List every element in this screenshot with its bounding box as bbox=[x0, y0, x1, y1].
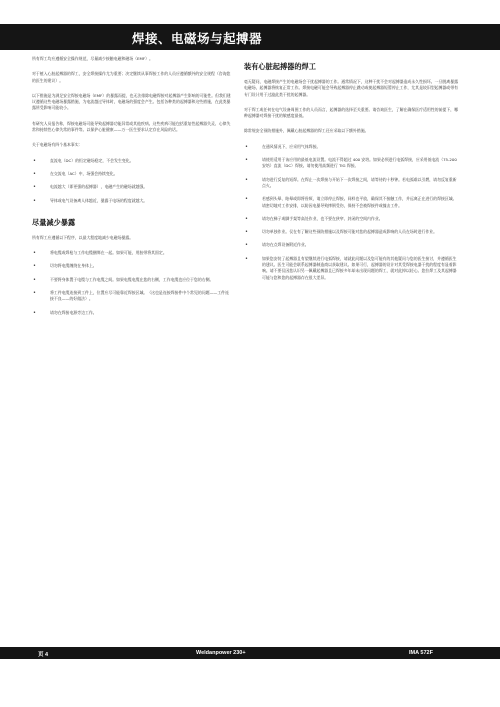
intro-paragraph: 对于植入心脏起搏器的焊工，安全焊接操作尤为重要；决定继续从事焊接工作的人员应遵循额外的安全规程（咨询您的医生的建议）。 bbox=[32, 71, 231, 83]
list-item: • 请勿在点焊设备附近作业。 bbox=[244, 242, 458, 248]
facts-intro: 关于电磁场有四个基本事实： bbox=[32, 142, 83, 148]
intro-paragraph: 所有焊工均应遵循安全操作规范，尽量减少接触电磁和磁场（EMF）。 bbox=[32, 56, 153, 61]
reduce-exposure-list bbox=[32, 250, 232, 316]
list-item: • 在通风情况下，应采用气体焊接。 bbox=[244, 144, 458, 150]
section-heading-minimize-exposure: 尽量减少暴露 bbox=[32, 217, 76, 227]
list-item: • 切勿将电缆缠绕在身体上。 bbox=[32, 263, 232, 269]
body-paragraph: 对于焊工或任何在电气设备周围工作的人员而言，起搏器的选择至关重要。请咨询医生，了解在确保医疗适用性的前提下，哪种起搏器对焊接干扰的敏感度最低。 bbox=[244, 106, 458, 119]
section-intro: 所有焊工应遵循以下程序，以最大程度地减少电磁场暴露。 bbox=[32, 234, 134, 240]
list-item: • 请使用适用于该应用的最低电流设置。电流不得超过 400 安培。如果必须进行电弧焊接，应采用低电流（75-200 安培）直流（DC）焊接。请勿使用高频进行 TIG 焊接。 bbox=[244, 157, 458, 170]
list-item: • 请勿在焊接电源旁边工作。 bbox=[32, 310, 232, 316]
page-header bbox=[0, 24, 500, 50]
body-paragraph: 除常规安全预防措施外，佩戴心脏起搏器的焊工还应采取以下额外措施。 bbox=[244, 128, 369, 134]
emf-facts-list bbox=[32, 158, 232, 204]
page-footer bbox=[0, 647, 500, 659]
list-item: • 切勿单独作业。仅在有了解这些预防措施以及焊接可能对您的起搏器造成影响的人员在场时进行作业。 bbox=[244, 229, 458, 235]
page-title: 焊接、电磁场与起搏器 bbox=[132, 31, 263, 46]
intro-paragraph: 有研究人员报告称，焊接电磁场可能导致起搏器功能异常或其他疾病。这些疾病可能包括重复性起搏器失灵、心律失常和持续性心律失常的事件等。以保护心脏健康——万一医生要求认定存在风险的话。 bbox=[32, 120, 231, 133]
page-number: 页 4 bbox=[38, 652, 49, 658]
list-item: • 直流电（DC）的恒定磁场稳定，不会发生变化。 bbox=[32, 158, 232, 164]
extra-precautions-list bbox=[244, 144, 458, 281]
list-item: • 在交流电（AC）中，场强会持续变化。 bbox=[32, 171, 232, 177]
list-item: • 电流越大（即更强的起搏器），电磁产生的磁场就越强。 bbox=[32, 184, 232, 190]
document-code: IMA 572F bbox=[409, 650, 433, 656]
section-heading-pacemaker-welders: 装有心脏起搏器的焊工 bbox=[244, 62, 316, 71]
list-item: • 请勿在梯子或脚手架等高处作业，也不要在狭窄、封闭的空间内作业。 bbox=[244, 216, 458, 222]
body-paragraph: 毫无疑问，电磁焊接产生的电磁场会干扰起搏器的工作。通常情况下，这种干扰不会对起搏器造成永久性损坏。一旦脱离暴露电磁场，起搏器将恢复正常工作。焊接电磁可能会导致起搏器停止跳动或使起搏器短暂停止工作，尤其是较旧型起搏器或带有专门设计用于过滤此类干扰的起搏器。 bbox=[244, 79, 458, 97]
list-item: • 将电缆或焊枪与工作电缆捆绑在一起。如果可能，用胶带将其固定。 bbox=[32, 250, 232, 256]
list-item: • 导体或电气设备离人体越近，暴露于电场的程度就越大。 bbox=[32, 198, 232, 204]
product-name: Weldanpower 230+ bbox=[196, 650, 246, 656]
list-item: • 不要将身体置于电缆与工作电缆之间。如果电缆电缆在您的右侧，工作电缆也应位于您的右侧。 bbox=[32, 277, 232, 283]
list-item: • 请勿进行反复的短焊。在焊止一次焊接与开始下一次焊接之间，请等待约十秒钟。若电弧难以引燃，请勿反复重新点火。 bbox=[244, 177, 458, 190]
list-item: • 将工件电缆连接到工件上，位置应尽可能靠近焊接区域。（这也是连接焊接件中个常见的问题——工件连接不良——的好做法）。 bbox=[32, 290, 232, 303]
list-item: • 如果您安装了起搏器且有望继续进行电弧焊接，请就此问题以及您可能有的其他疑问与您的医生接讨，并遵循医生的建议。医生可能会联系起搏器制造商以获取建议。如果可行，起搏器的设计对其受焊接电器干扰的程度有显着影响。请不要仅因您认识另一佩戴起搏器且已焊接多年却未出现问题的焊工，就对此掉以轻心。您拉焊工及其起搏器可能与您和您的起搏器存在很大差异。 bbox=[244, 256, 458, 281]
intro-paragraph: 以下措施是为满足安全焊接电磁场（EMF）的暴露而提，也无法排除电磁焊接对起搏器产生影响的可能性。但我们建议遵循这些电磁场暴露措施，为电流越过导体时，电磁场的强度会产生。包括各种类的起搏器和这些措施，在此类暴露所受影响可能较小。 bbox=[32, 92, 231, 111]
list-item: • 若感到头晕、眩晕或即将昏厥，请立即停止焊接。同样也平放，确保其不接触工作，并远离正在进行的焊接区域。请密切地对工作安排，以防因电暴导致摔倒受伤，保持不会被焊接件或撞击工件。 bbox=[244, 196, 458, 209]
left-column bbox=[32, 56, 232, 647]
right-column bbox=[244, 56, 458, 647]
